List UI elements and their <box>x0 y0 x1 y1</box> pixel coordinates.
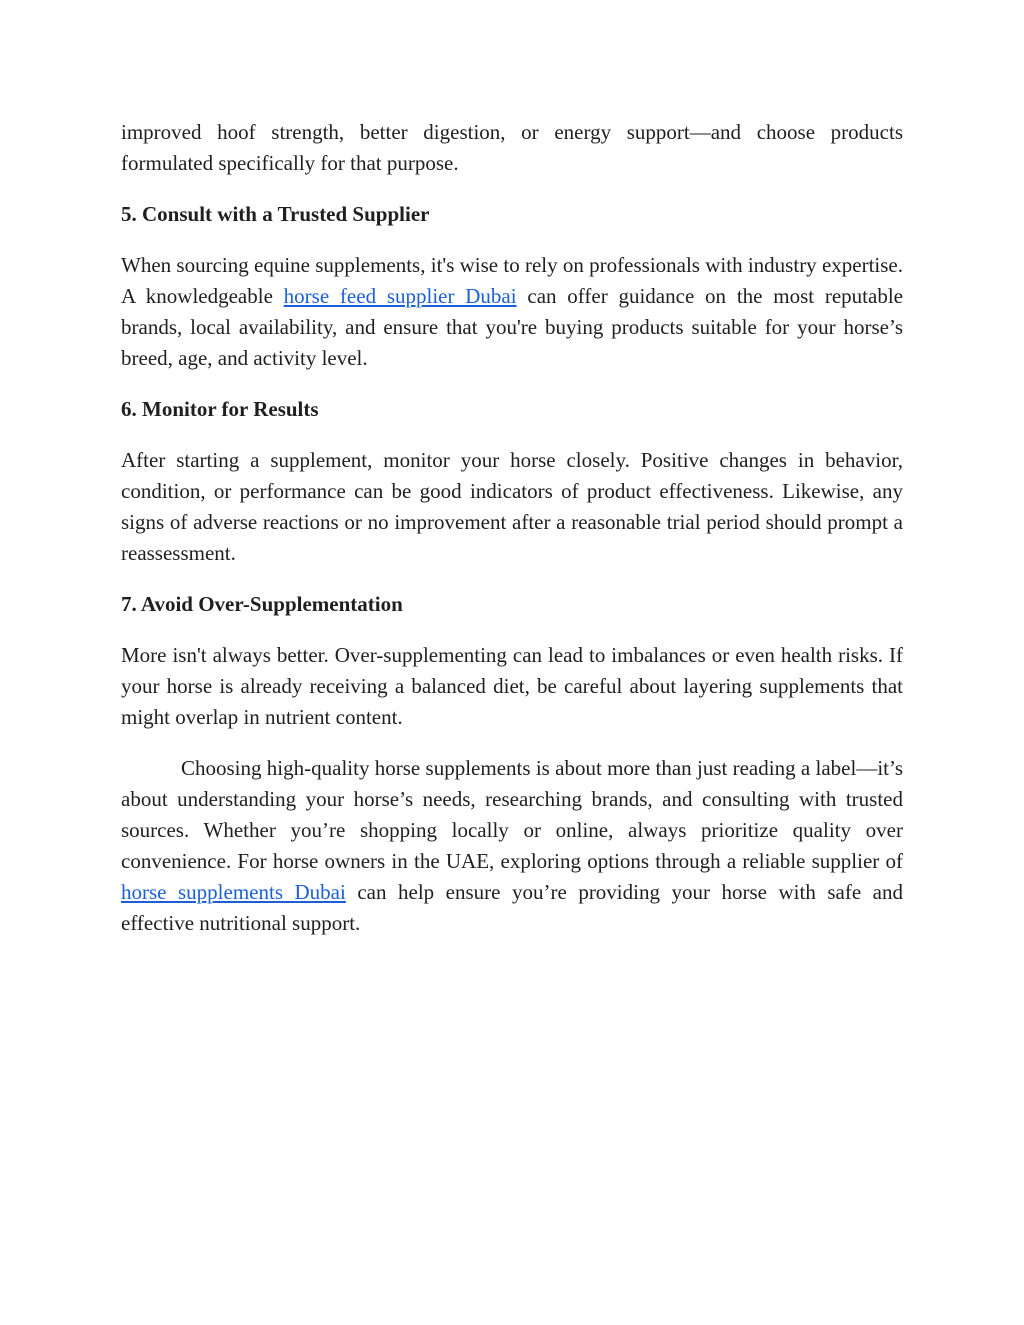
section-heading-5 <box>121 199 903 230</box>
paragraph-over-supplementation <box>121 640 903 733</box>
paragraph-conclusion <box>121 753 903 939</box>
section-heading-6 <box>121 394 903 425</box>
section-heading-6-text: 6. Monitor for Results <box>121 397 319 421</box>
section-heading-5-text: 5. Consult with a Trusted Supplier <box>121 202 430 226</box>
document-body <box>121 117 903 959</box>
paragraph-over-supplementation-text: More isn't always better. Over-supplementing can lead to imbalances or even health risks. If your horse is already receiving a balanced diet, be careful about layering supplements that might overlap in nutrient content. <box>121 643 903 729</box>
paragraph-supplier-text-end: can offer guidance on the most reputable brands, local availability, and ensure that you're buying products suitable for your horse’s breed, age, and activity level. <box>121 284 903 370</box>
paragraph-intro <box>121 117 903 179</box>
paragraph-intro-text: improved hoof strength, better digestion, or energy support—and choose products formulated specifically for that purpose. <box>121 120 903 175</box>
horse-supplements-link[interactable]: horse supplements Dubai <box>121 880 346 904</box>
paragraph-supplier <box>121 250 903 374</box>
horse-feed-supplier-link[interactable]: horse feed supplier Dubai <box>283 284 517 308</box>
paragraph-monitor-text: After starting a supplement, monitor your horse closely. Positive changes in behavior, condition, or performance can be good indicators of product effectiveness. Likewise, any signs of adverse reactions or no improvement after a reasonable trial period should prompt a reassessment. <box>121 448 903 565</box>
paragraph-conclusion-text-end: can help ensure you’re providing your horse with safe and effective nutritional support. <box>121 880 903 935</box>
paragraph-supplier-text-start: When sourcing equine supplements, it's wise to rely on professionals with industry expertise. A knowledgeable <box>121 253 903 308</box>
section-heading-7 <box>121 589 903 620</box>
section-heading-7-text: 7. Avoid Over-Supplementation <box>121 592 403 616</box>
paragraph-conclusion-text-start: Choosing high-quality horse supplements is about more than just reading a label—it’s about understanding your horse’s needs, researching brands, and consulting with trusted sources. Whether you’re shopping locally or online, always prioritize quality over convenience. For horse owners in the UAE, exploring options through a reliable supplier of <box>121 756 903 873</box>
paragraph-monitor <box>121 445 903 569</box>
